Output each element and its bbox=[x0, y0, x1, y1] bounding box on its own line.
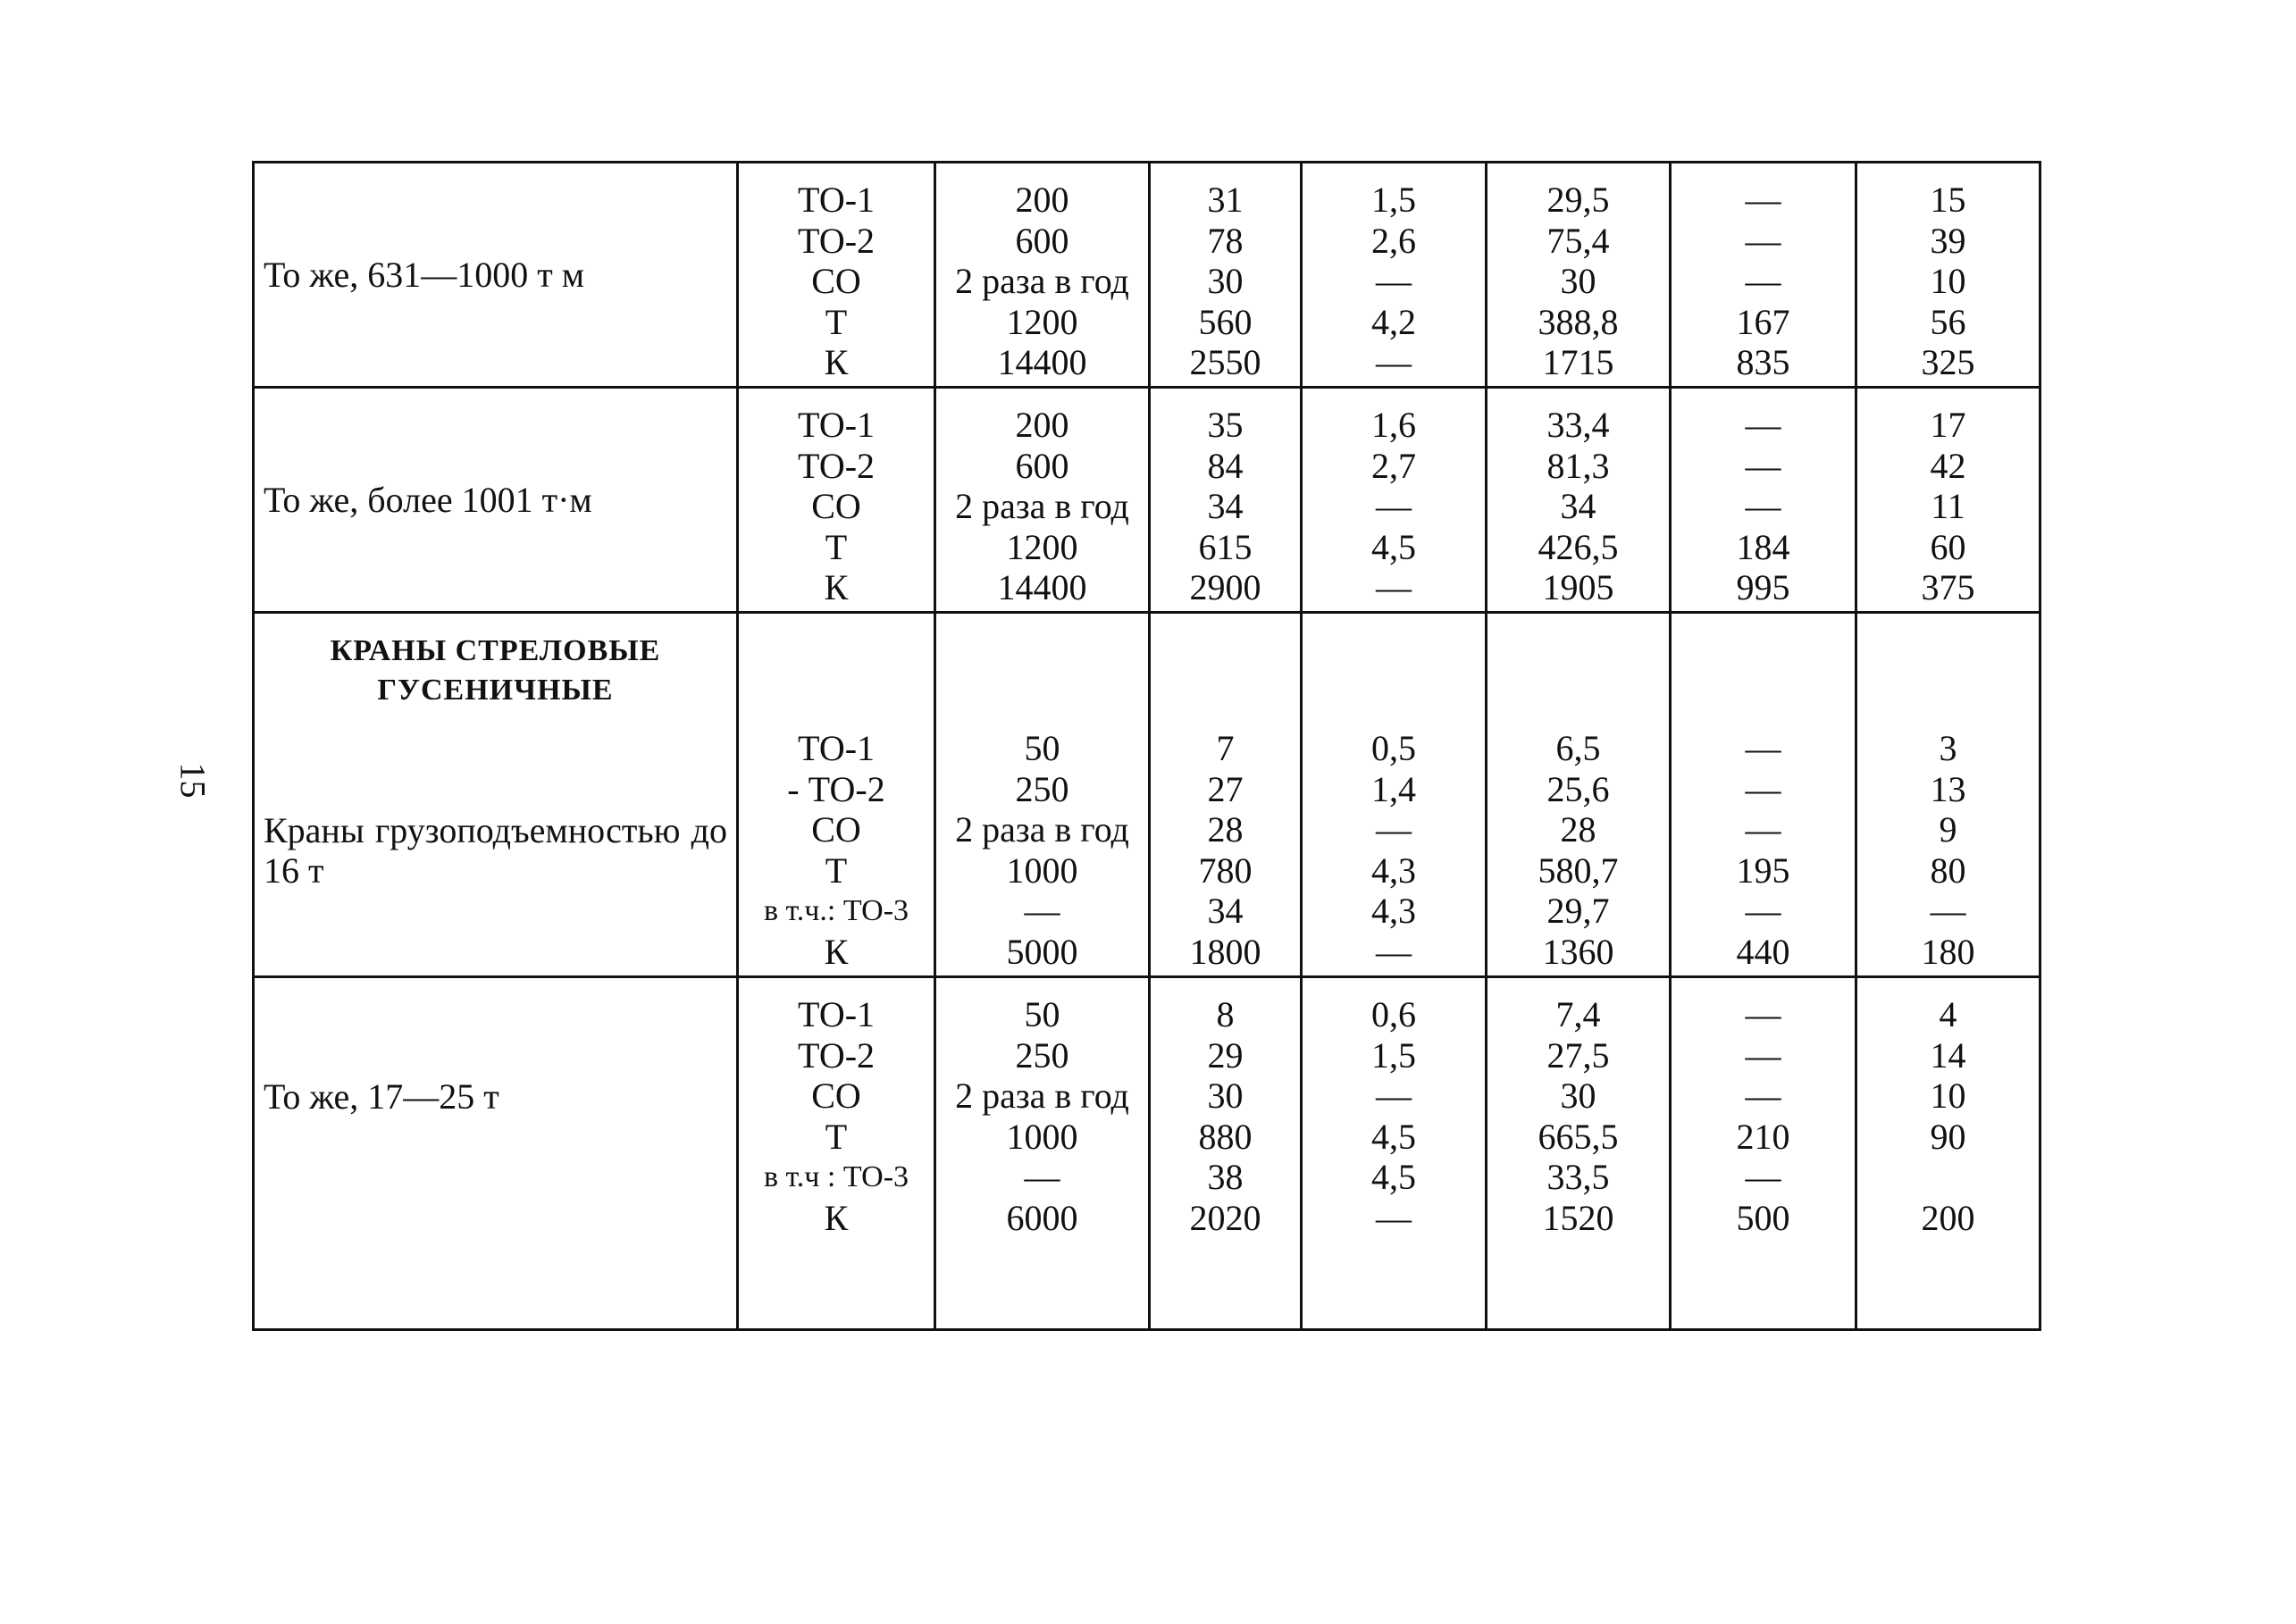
cell-value: 38 bbox=[1207, 1157, 1244, 1197]
cell-value: 29,5 bbox=[1546, 180, 1610, 220]
cell-value: 500 bbox=[1736, 1197, 1790, 1238]
cell-value: К bbox=[824, 342, 849, 382]
cell-value: 1800 bbox=[1189, 931, 1261, 972]
table-row bbox=[254, 163, 2040, 388]
cell-value: 1000 bbox=[1006, 850, 1078, 891]
col6-list bbox=[1672, 614, 1855, 972]
cell-value: 200 bbox=[1015, 405, 1069, 445]
types-cell bbox=[738, 388, 935, 613]
cell-value: 33,5 bbox=[1546, 1157, 1610, 1197]
cell-value: ТО-2 bbox=[797, 445, 876, 486]
cell-value: Т bbox=[825, 1116, 848, 1157]
col7-cell bbox=[1856, 977, 2040, 1330]
cell-value: — bbox=[1376, 809, 1412, 850]
col5-cell bbox=[1487, 613, 1671, 977]
cell-value: 80 bbox=[1930, 850, 1966, 891]
cell-value: — bbox=[1376, 261, 1412, 301]
col3-list bbox=[1151, 614, 1300, 972]
col6-list bbox=[1672, 978, 1855, 1238]
cell-value: — bbox=[1745, 809, 1781, 850]
cell-value: 14400 bbox=[997, 567, 1087, 607]
periodicity-cell bbox=[935, 163, 1150, 388]
cell-value: Т bbox=[825, 301, 848, 342]
cell-value: — bbox=[1745, 261, 1781, 301]
cell-value: 14 bbox=[1930, 1034, 1966, 1076]
col7-list bbox=[1857, 614, 2039, 972]
types-list bbox=[739, 614, 934, 972]
cell-value: 50 bbox=[1024, 994, 1060, 1034]
cell-value: — bbox=[1024, 891, 1060, 931]
cell-value: 835 bbox=[1736, 342, 1790, 382]
cell-value: 0,6 bbox=[1371, 994, 1416, 1034]
cell-value: 10 bbox=[1930, 1076, 1966, 1116]
cell-value: 4,5 bbox=[1371, 526, 1416, 567]
cell-value: 84 bbox=[1207, 445, 1244, 486]
cell-value: ТО-1 bbox=[797, 728, 876, 768]
col3-list bbox=[1151, 163, 1300, 383]
cell-value: 4,5 bbox=[1371, 1157, 1416, 1197]
cell-value: 34 bbox=[1207, 486, 1244, 526]
table-row bbox=[254, 388, 2040, 613]
maintenance-table bbox=[252, 161, 2041, 1331]
types-list bbox=[739, 163, 934, 383]
cell-value: 7,4 bbox=[1555, 994, 1601, 1034]
cell-value: 27,5 bbox=[1546, 1034, 1610, 1076]
cell-value: 14400 bbox=[997, 342, 1087, 382]
cell-value: 1360 bbox=[1542, 931, 1614, 972]
cell-value: 780 bbox=[1198, 850, 1253, 891]
cell-value: 35 bbox=[1207, 405, 1244, 445]
col5-cell bbox=[1487, 163, 1671, 388]
cell-value: 1520 bbox=[1542, 1197, 1614, 1238]
col4-list bbox=[1303, 163, 1485, 383]
cell-value: 90 bbox=[1930, 1116, 1966, 1157]
cell-value: — bbox=[1376, 486, 1412, 526]
cell-value: 34 bbox=[1560, 486, 1596, 526]
periodicity-cell bbox=[935, 613, 1150, 977]
cell-value: 2900 bbox=[1189, 567, 1261, 607]
cell-value: 27 bbox=[1207, 768, 1244, 809]
cell-value: — bbox=[1745, 220, 1781, 261]
col7-cell bbox=[1856, 388, 2040, 613]
col4-cell bbox=[1302, 977, 1487, 1330]
cell-value: 17 bbox=[1930, 405, 1966, 445]
cell-value: Т bbox=[825, 526, 848, 567]
col6-list bbox=[1672, 163, 1855, 383]
cell-value: 30 bbox=[1207, 1076, 1244, 1116]
cell-value: 426,5 bbox=[1538, 526, 1619, 567]
cell-value: — bbox=[1745, 1034, 1781, 1076]
cell-value: 995 bbox=[1736, 567, 1790, 607]
cell-value: ТО-2 bbox=[797, 1034, 876, 1076]
types-cell bbox=[738, 977, 935, 1330]
cell-value: 167 bbox=[1736, 301, 1790, 342]
cell-value: 81,3 bbox=[1546, 445, 1610, 486]
cell-value: 665,5 bbox=[1538, 1116, 1619, 1157]
col7-cell bbox=[1856, 163, 2040, 388]
cell-value: — bbox=[1930, 891, 1966, 931]
col5-list bbox=[1487, 389, 1669, 608]
cell-value: СО bbox=[811, 261, 861, 301]
cell-value: — bbox=[1745, 486, 1781, 526]
cell-value: 78 bbox=[1207, 220, 1244, 261]
cell-value: 2,7 bbox=[1371, 445, 1416, 486]
cell-value: 2 раза в год bbox=[955, 486, 1129, 526]
col3-cell bbox=[1150, 163, 1302, 388]
col6-cell bbox=[1671, 388, 1856, 613]
types-cell bbox=[738, 163, 935, 388]
cell-value: 195 bbox=[1736, 850, 1790, 891]
cell-value: 2 раза в год bbox=[955, 261, 1129, 301]
cell-value: — bbox=[1376, 342, 1412, 382]
cell-value: 180 bbox=[1921, 931, 1975, 972]
row-title: То же, 631—1000 т м bbox=[264, 255, 585, 295]
table-row bbox=[254, 613, 2040, 977]
cell-value: 1200 bbox=[1006, 526, 1078, 567]
cell-value: ТО-1 bbox=[797, 180, 876, 220]
row-title: То же, 17—25 т bbox=[264, 1076, 499, 1117]
types-list bbox=[739, 389, 934, 608]
cell-value: 6,5 bbox=[1555, 728, 1601, 768]
cell-value: — bbox=[1745, 1157, 1781, 1197]
cell-value: 30 bbox=[1207, 261, 1244, 301]
cell-value: 200 bbox=[1015, 180, 1069, 220]
col4-cell bbox=[1302, 388, 1487, 613]
col5-cell bbox=[1487, 977, 1671, 1330]
cell-value: 39 bbox=[1930, 220, 1966, 261]
col4-cell bbox=[1302, 163, 1487, 388]
cell-value: 440 bbox=[1736, 931, 1790, 972]
cell-value: 29 bbox=[1207, 1034, 1244, 1076]
cell-value: 1,6 bbox=[1371, 405, 1416, 445]
row-title-cell bbox=[254, 977, 738, 1330]
cell-value: 1,5 bbox=[1371, 180, 1416, 220]
cell-value: — bbox=[1745, 445, 1781, 486]
periodicity-cell bbox=[935, 388, 1150, 613]
cell-value: К bbox=[824, 1197, 849, 1238]
cell-value: Т bbox=[825, 850, 848, 891]
cell-value: 200 bbox=[1921, 1197, 1975, 1238]
cell-value: 3 bbox=[1939, 728, 1957, 768]
cell-value: СО bbox=[811, 809, 861, 850]
col3-cell bbox=[1150, 388, 1302, 613]
cell-value: — bbox=[1376, 1197, 1412, 1238]
cell-value: 0,5 bbox=[1371, 728, 1416, 768]
cell-value: 375 bbox=[1921, 567, 1975, 607]
col7-list bbox=[1857, 978, 2039, 1238]
col4-list bbox=[1303, 978, 1485, 1238]
cell-value: 1200 bbox=[1006, 301, 1078, 342]
cell-value: 30 bbox=[1560, 261, 1596, 301]
section-heading: КРАНЫ СТРЕЛОВЫЕ ГУСЕНИЧНЫЕ bbox=[330, 634, 661, 707]
col7-list bbox=[1857, 389, 2039, 608]
cell-value: 2,6 bbox=[1371, 220, 1416, 261]
col4-list bbox=[1303, 389, 1485, 608]
cell-value: 1,4 bbox=[1371, 768, 1416, 809]
cell-value: 60 bbox=[1930, 526, 1966, 567]
cell-value: - ТО-2 bbox=[787, 768, 885, 809]
cell-value: ТО-1 bbox=[797, 405, 876, 445]
types-cell bbox=[738, 613, 935, 977]
cell-value: К bbox=[824, 567, 849, 607]
cell-value: 2 раза в год bbox=[955, 809, 1129, 850]
cell-value: 75,4 bbox=[1546, 220, 1610, 261]
row-title: Краны грузоподъемностью до 16 т bbox=[264, 810, 727, 891]
col7-cell bbox=[1856, 613, 2040, 977]
col6-cell bbox=[1671, 977, 1856, 1330]
cell-value: 2 раза в год bbox=[955, 1076, 1129, 1116]
cell-value: 600 bbox=[1015, 445, 1069, 486]
cell-value: 31 bbox=[1207, 180, 1244, 220]
cell-value: 42 bbox=[1930, 445, 1966, 486]
cell-value: — bbox=[1745, 768, 1781, 809]
cell-value: ТО-1 bbox=[797, 994, 876, 1034]
cell-value bbox=[1857, 1157, 2039, 1198]
page-number: 15 bbox=[172, 762, 214, 799]
cell-value: 250 bbox=[1015, 1034, 1069, 1076]
cell-value: 250 bbox=[1015, 768, 1069, 809]
periodicity-list bbox=[936, 614, 1148, 972]
cell-value: 184 bbox=[1736, 526, 1790, 567]
cell-value: 30 bbox=[1560, 1076, 1596, 1116]
cell-value: 13 bbox=[1930, 768, 1966, 809]
cell-value: — bbox=[1745, 728, 1781, 768]
cell-value: СО bbox=[811, 486, 861, 526]
cell-value: 9 bbox=[1939, 809, 1957, 850]
cell-value: 56 bbox=[1930, 301, 1966, 342]
col3-list bbox=[1151, 389, 1300, 608]
periodicity-list bbox=[936, 978, 1148, 1238]
cell-value: — bbox=[1376, 931, 1412, 972]
cell-value: 388,8 bbox=[1538, 301, 1619, 342]
row-title-cell bbox=[254, 163, 738, 388]
col3-cell bbox=[1150, 977, 1302, 1330]
cell-value: — bbox=[1745, 180, 1781, 220]
cell-value: 4 bbox=[1939, 994, 1957, 1034]
cell-value: 4,3 bbox=[1371, 891, 1416, 931]
periodicity-cell bbox=[935, 977, 1150, 1330]
cell-value: 560 bbox=[1198, 301, 1253, 342]
row-title-cell bbox=[254, 613, 738, 977]
col4-cell bbox=[1302, 613, 1487, 977]
cell-value: 1000 bbox=[1006, 1116, 1078, 1157]
cell-value: 25,6 bbox=[1546, 768, 1610, 809]
cell-value: 50 bbox=[1024, 728, 1060, 768]
cell-value: 600 bbox=[1015, 220, 1069, 261]
row-title-cell bbox=[254, 388, 738, 613]
col3-list bbox=[1151, 978, 1300, 1238]
col3-cell bbox=[1150, 613, 1302, 977]
cell-value: 8 bbox=[1216, 994, 1235, 1034]
cell-value: 5000 bbox=[1006, 931, 1078, 972]
col4-list bbox=[1303, 614, 1485, 972]
col5-list bbox=[1487, 163, 1669, 383]
cell-value: — bbox=[1745, 891, 1781, 931]
col6-cell bbox=[1671, 613, 1856, 977]
cell-value: 2550 bbox=[1189, 342, 1261, 382]
cell-value: 33,4 bbox=[1546, 405, 1610, 445]
cell-value: — bbox=[1745, 1076, 1781, 1116]
table-row bbox=[254, 977, 2040, 1330]
cell-value: 11 bbox=[1931, 486, 1965, 526]
cell-value: 6000 bbox=[1006, 1197, 1078, 1238]
cell-value: 1905 bbox=[1542, 567, 1614, 607]
cell-value: 4,2 bbox=[1371, 301, 1416, 342]
types-list bbox=[739, 978, 934, 1238]
cell-value: СО bbox=[811, 1076, 861, 1116]
cell-value: — bbox=[1024, 1157, 1060, 1197]
cell-value: — bbox=[1376, 567, 1412, 607]
cell-value: в т.ч.: ТО-3 bbox=[763, 894, 909, 927]
cell-value: 580,7 bbox=[1538, 850, 1619, 891]
cell-value: 2020 bbox=[1189, 1197, 1261, 1238]
cell-value: К bbox=[824, 931, 849, 972]
periodicity-list bbox=[936, 389, 1148, 608]
cell-value: 880 bbox=[1198, 1116, 1253, 1157]
cell-value: — bbox=[1376, 1076, 1412, 1116]
cell-value: 7 bbox=[1216, 728, 1235, 768]
cell-value: ТО-2 bbox=[797, 220, 876, 261]
col7-list bbox=[1857, 163, 2039, 383]
cell-value: 10 bbox=[1930, 261, 1966, 301]
cell-value: 28 bbox=[1560, 809, 1596, 850]
col5-list bbox=[1487, 614, 1669, 972]
periodicity-list bbox=[936, 163, 1148, 383]
cell-value: 29,7 bbox=[1546, 891, 1610, 931]
cell-value: — bbox=[1745, 405, 1781, 445]
row-title: То же, более 1001 т·м bbox=[264, 480, 592, 520]
col5-list bbox=[1487, 978, 1669, 1238]
col6-cell bbox=[1671, 163, 1856, 388]
cell-value: 1715 bbox=[1542, 342, 1614, 382]
cell-value: 28 bbox=[1207, 809, 1244, 850]
cell-value: 15 bbox=[1930, 180, 1966, 220]
col6-list bbox=[1672, 389, 1855, 608]
cell-value: — bbox=[1745, 994, 1781, 1034]
cell-value: 615 bbox=[1198, 526, 1253, 567]
cell-value: в т.ч : ТО-3 bbox=[763, 1160, 909, 1193]
cell-value: 4,3 bbox=[1371, 850, 1416, 891]
cell-value: 34 bbox=[1207, 891, 1244, 931]
cell-value: 1,5 bbox=[1371, 1034, 1416, 1076]
cell-value: 325 bbox=[1921, 342, 1975, 382]
cell-value: 4,5 bbox=[1371, 1116, 1416, 1157]
cell-value: 210 bbox=[1736, 1116, 1790, 1157]
col5-cell bbox=[1487, 388, 1671, 613]
